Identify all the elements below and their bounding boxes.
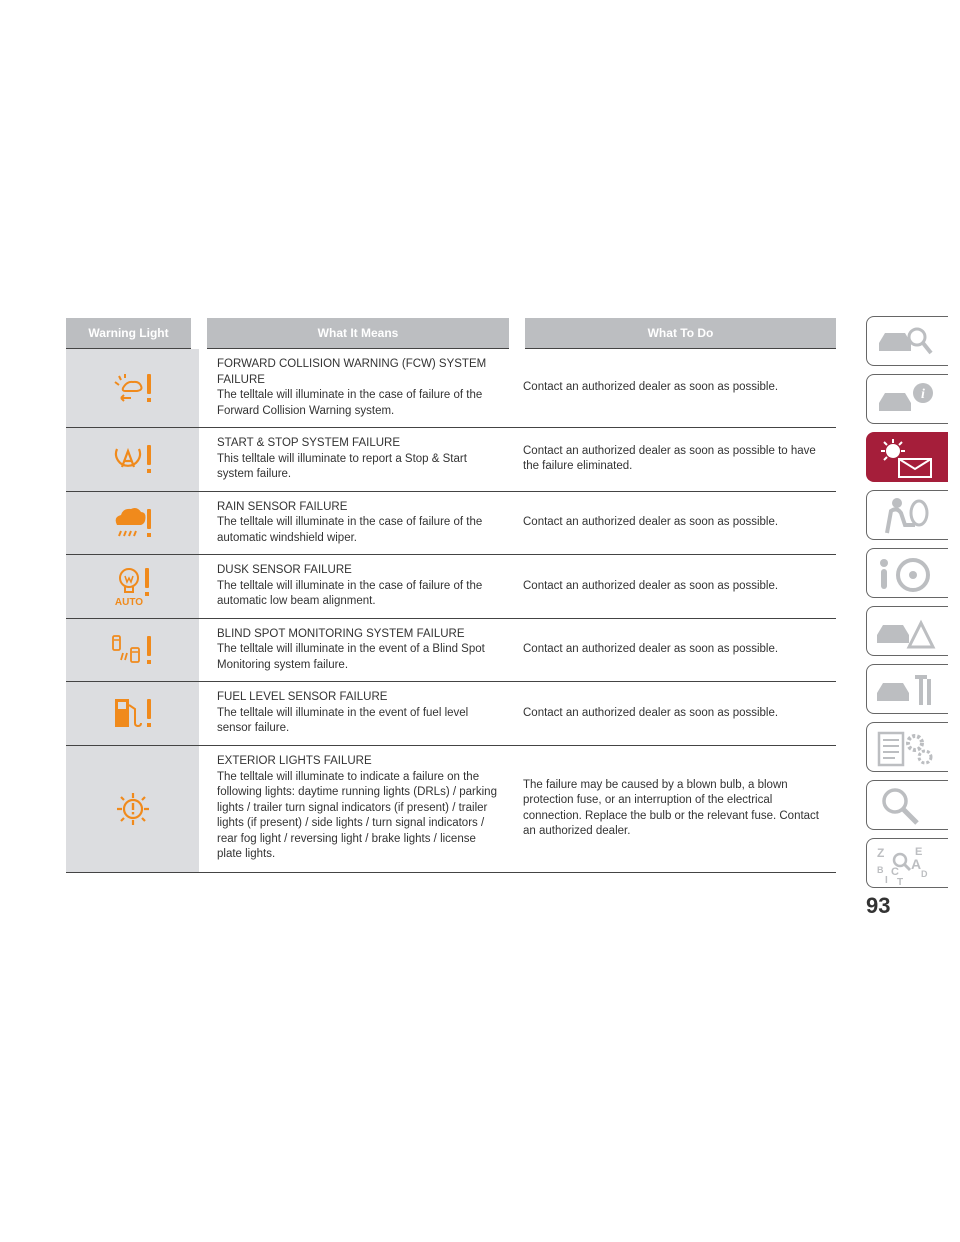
- table-header-row: [66, 318, 836, 349]
- blind-spot-failure-icon: [109, 630, 157, 670]
- svg-text:B: B: [877, 865, 884, 875]
- table-row: [66, 555, 836, 619]
- table-row: [66, 349, 836, 428]
- dusk-sensor-failure-icon: [109, 564, 157, 608]
- tab-emergency[interactable]: [866, 606, 948, 656]
- svg-text:E: E: [915, 846, 923, 858]
- table-row: [66, 428, 836, 492]
- row-todo: Contact an authorized dealer as soon as possible.: [517, 682, 836, 746]
- row-todo: Contact an authorized dealer as soon as possible.: [517, 491, 836, 555]
- auto-label: AUTO: [114, 597, 143, 609]
- car-maintenance-tools-icon: [873, 669, 941, 711]
- header-warning-light: Warning Light: [66, 318, 199, 349]
- airbag-seat-icon: [873, 495, 941, 537]
- key-steering-wheel-icon: [873, 553, 941, 595]
- row-meaning: This telltale will illuminate to report a Stop & Start system failure.: [217, 452, 467, 480]
- row-todo: The failure may be caused by a blown bulb, a blown protection fuse, or an interruption of the electrical connection.: [523, 778, 788, 822]
- car-info-icon: [873, 379, 941, 421]
- row-meaning: The telltale will illuminate in the case of failure of the Forward Collision Warning system.: [217, 389, 483, 417]
- row-meaning: The telltale will illuminate in the case of failure of the automatic low beam alignment.: [217, 579, 483, 607]
- row-meaning: The telltale will illuminate in the event of a Blind Spot Monitoring system failure.: [217, 643, 485, 671]
- row-meaning: The telltale will illuminate to indicate a failure on the following lights: daytime running lights (DRLs) / parking lights / trailer turn signal indicators (if present) / trailer lights (if present) / side lights / turn signal indicators / rear fog light / reversing light / brake lights / license plate lights.: [217, 770, 497, 861]
- header-what-it-means: What It Means: [199, 318, 517, 349]
- tab-car-info[interactable]: [866, 374, 948, 424]
- table-row: [66, 682, 836, 746]
- svg-text:Z: Z: [877, 846, 885, 860]
- svg-text:A: A: [911, 856, 922, 872]
- table-row: [66, 618, 836, 682]
- warning-lights-messages-icon: [873, 437, 941, 479]
- svg-text:I: I: [885, 875, 888, 885]
- svg-text:D: D: [921, 869, 928, 879]
- row-todo: Contact an authorized dealer as soon as possible.: [517, 349, 836, 428]
- table-row: [66, 491, 836, 555]
- tab-multimedia[interactable]: [866, 780, 948, 830]
- svg-text:T: T: [897, 877, 904, 885]
- svg-text:i: i: [921, 387, 925, 402]
- tab-servicing[interactable]: [866, 664, 948, 714]
- alphabetical-index-icon: [873, 843, 941, 885]
- row-title: START & STOP SYSTEM FAILURE: [217, 437, 400, 449]
- tab-safety[interactable]: [866, 490, 948, 540]
- row-meaning: The telltale will illuminate in the case of failure of the automatic windshield wiper.: [217, 516, 483, 544]
- page-number: 93: [866, 893, 891, 918]
- header-what-to-do: What To Do: [517, 318, 836, 349]
- row-title: FORWARD COLLISION WARNING (FCW) SYSTEM FAILURE: [217, 358, 487, 386]
- car-accident-icon: [873, 611, 941, 653]
- warning-lights-table: [66, 318, 836, 873]
- row-title: BLIND SPOT MONITORING SYSTEM FAILURE: [217, 627, 465, 640]
- row-title: EXTERIOR LIGHTS FAILURE: [217, 755, 372, 768]
- tab-technical-specs[interactable]: [866, 722, 948, 772]
- row-todo-2: Replace the bulb or the relevant fuse. Contact an authorized dealer.: [523, 809, 820, 837]
- tab-warning-lights[interactable]: [866, 432, 948, 482]
- rain-sensor-failure-icon: [109, 503, 157, 543]
- row-todo: Contact an authorized dealer as soon as possible.: [517, 618, 836, 682]
- tab-index[interactable]: [866, 838, 948, 888]
- table-row: [66, 745, 836, 872]
- row-meaning: The telltale will illuminate in the event of fuel level sensor failure.: [217, 706, 469, 734]
- exterior-lights-failure-icon: [111, 789, 155, 829]
- magnifier-search-icon: [873, 785, 941, 827]
- car-inspection-icon: [873, 321, 941, 363]
- technical-specs-icon: [873, 727, 941, 769]
- tab-starting-driving[interactable]: [866, 548, 948, 598]
- row-title: FUEL LEVEL SENSOR FAILURE: [217, 691, 388, 703]
- start-stop-failure-icon: [109, 439, 157, 479]
- row-title: RAIN SENSOR FAILURE: [217, 500, 348, 513]
- forward-collision-warning-icon: [109, 368, 157, 408]
- row-todo: Contact an authorized dealer as soon as possible.: [517, 555, 836, 619]
- tab-car-inspection[interactable]: [866, 316, 948, 366]
- row-todo: Contact an authorized dealer as soon as possible to have the failure eliminated.: [517, 428, 836, 492]
- svg-text:C: C: [891, 866, 899, 878]
- row-title: DUSK SENSOR FAILURE: [217, 564, 352, 576]
- fuel-level-sensor-failure-icon: [109, 693, 157, 733]
